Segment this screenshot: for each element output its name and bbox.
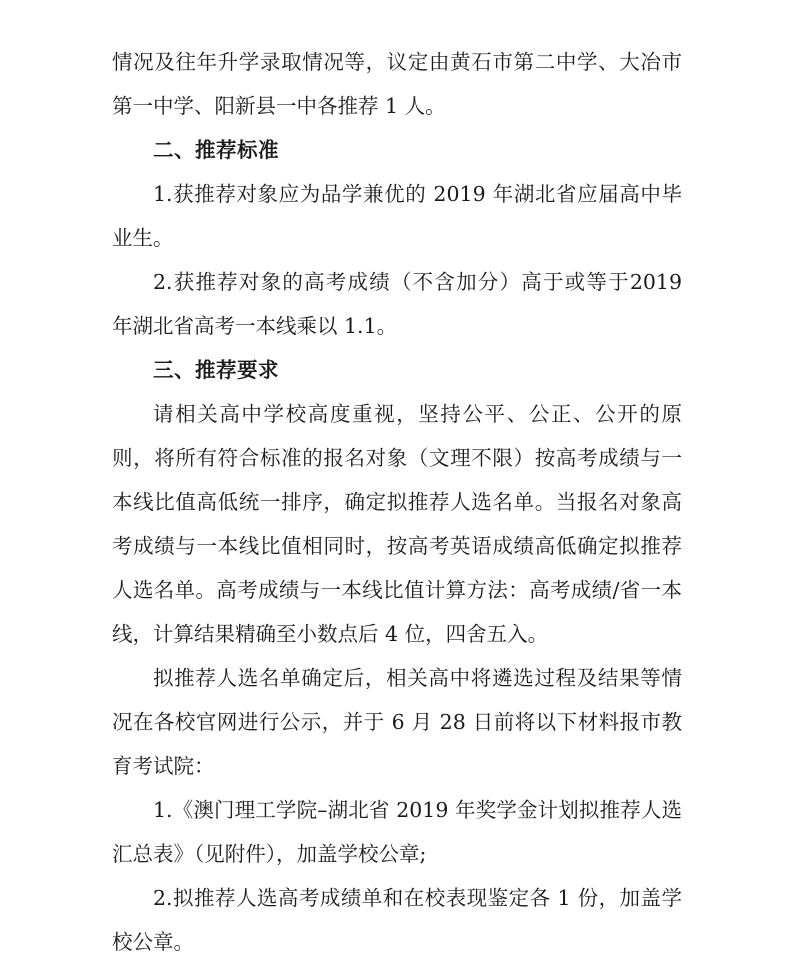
paragraph-criteria-2: 2.获推荐对象的高考成绩（不含加分）高于或等于2019 年湖北省高考一本线乘以 1.1。: [112, 270, 682, 338]
paragraph-criteria-1: 1.获推荐对象应为品学兼优的 2019 年湖北省应届高中毕业生。: [112, 182, 682, 250]
paragraph-continued-recommendation-quota: 情况及往年升学录取情况等，议定由黄石市第二中学、大冶市第一中学、阳新县一中各推荐 1 人。: [112, 50, 682, 118]
paragraph-material-2: 2.拟推荐人选高考成绩单和在校表现鉴定各 1 份，加盖学校公章。: [112, 886, 682, 954]
heading-recommendation-criteria: 二、推荐标准: [153, 138, 279, 162]
document-body: [112, 40, 682, 964]
paragraph-material-1: 1.《澳门理工学院–湖北省 2019 年奖学金计划拟推荐人选汇总表》（见附件），加盖学校公章;: [112, 798, 682, 866]
paragraph-requirements-publicity: 拟推荐人选名单确定后，相关高中将遴选过程及结果等情况在各校官网进行公示，并于 6 月 28 日前将以下材料报市教育考试院：: [112, 666, 682, 778]
paragraph-requirements-principles: 请相关高中学校高度重视，坚持公平、公正、公开的原则，将所有符合标准的报名对象（文理不限）按高考成绩与一本线比值高低统一排序，确定拟推荐人选名单。当报名对象高考成绩与一本线比值相同时，按高考英语成绩高低确定拟推荐人选名单。高考成绩与一本线比值计算方法：高考成绩/省一本线，计算结果精确至小数点后 4 位，四舍五入。: [112, 402, 682, 646]
heading-recommendation-requirements: 三、推荐要求: [153, 358, 279, 382]
